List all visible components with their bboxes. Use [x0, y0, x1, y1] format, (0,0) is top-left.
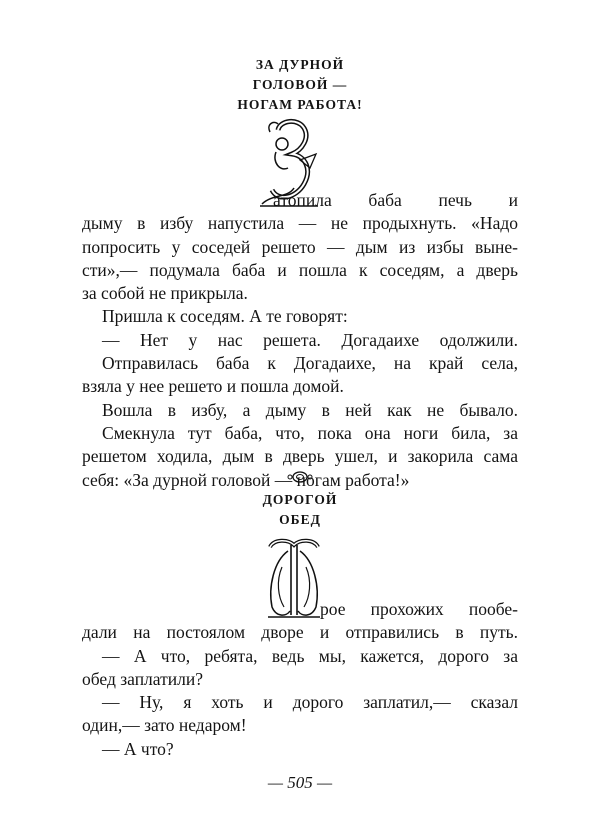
title-line: ЗА ДУРНОЙ	[255, 57, 345, 72]
text-line: Пришла к соседям. А те говорят:	[102, 306, 348, 327]
story1-text	[82, 189, 518, 492]
text-line: Смекнула тут баба, что, пока она ноги била, за	[102, 422, 518, 443]
text-line: за собой не прикрыла.	[82, 283, 248, 304]
text-line: атопила баба печь и	[273, 190, 518, 210]
text-line: себя: «За дурной головой — ногам работа!»	[82, 469, 410, 490]
text-line: Вошла в избу, а дыму в ней как не бывало.	[102, 399, 518, 420]
page-number: — 505 —	[267, 773, 333, 792]
text-line: — Нет у нас решета. Догадаихе одолжили.	[102, 329, 518, 350]
text-line: — Ну, я хоть и дорого заплатил,— сказал	[102, 692, 518, 713]
section-ornament-icon	[287, 470, 313, 484]
story2-text	[82, 598, 518, 761]
text-line: — А что, ребята, ведь мы, кажется, дорого за	[102, 645, 518, 666]
text-line: Отправилась баба к Догадаихе, на край села,	[102, 353, 518, 374]
text-line: — А что?	[102, 738, 174, 759]
story1-title	[0, 55, 600, 115]
title-line: ДОРОГОЙ	[262, 492, 338, 507]
text-line: попросить у соседей решето — дым из избы выне-	[82, 236, 518, 257]
story2-title	[0, 490, 600, 530]
text-line: рое прохожих пообе-	[320, 599, 518, 619]
text-line: взяла у нее решето и пошла домой.	[82, 376, 344, 397]
text-line: обед заплатили?	[82, 668, 203, 689]
title-line: НОГАМ РАБОТА!	[237, 97, 363, 112]
text-line: решетом ходила, дым в дверь ушел, и закорила сама	[82, 446, 518, 467]
text-line: один,— зато недаром!	[82, 715, 247, 736]
title-line: ГОЛОВОЙ —	[252, 77, 348, 92]
text-line: дали на постоялом дворе и отправились в путь.	[82, 622, 518, 643]
text-line: дыму в избу напустила — не продыхнуть. «Надо	[82, 213, 518, 234]
text-line: сти»,— подумала баба и пошла к соседям, а дверь	[82, 259, 518, 280]
title-line: ОБЕД	[279, 512, 321, 527]
